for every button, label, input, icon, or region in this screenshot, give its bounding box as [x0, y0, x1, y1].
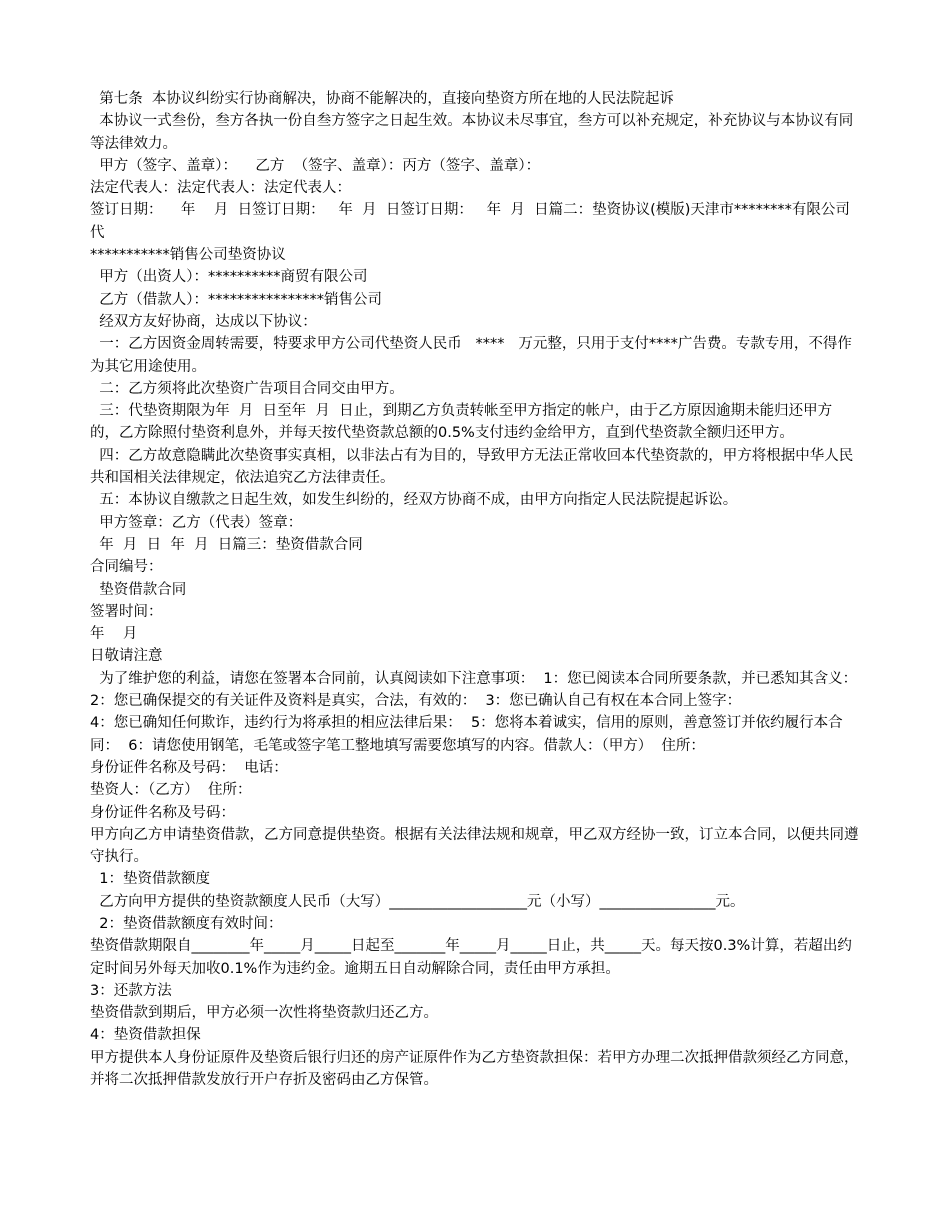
paragraph: 三：代垫资期限为年 月 日至年 月 日止，到期乙方负责转帐至甲方指定的帐户，由于乙方原因逾期未能归还甲方的，乙方除照付垫资利息外，并每天按代垫资款总额的0.5%支付违约金给甲方，直到代垫资款全额归还甲方。: [90, 403, 833, 442]
paragraph: 垫资借款合同: [90, 581, 187, 598]
paragraph: 签署时间：: [90, 603, 163, 620]
paragraph: 法定代表人：法定代表人：法定代表人：: [90, 180, 351, 197]
paragraph: 乙方（借款人）：****************销售公司: [90, 291, 382, 308]
document-body: [90, 88, 860, 1091]
paragraph: 身份证件名称及号码：: [90, 804, 235, 821]
paragraph: 甲方向乙方申请垫资借款，乙方同意提供垫资。根据有关法律法规和规章，甲乙双方经协一致，订立本合同，以便共同遵守执行。: [90, 826, 859, 866]
paragraph: 甲方签章：乙方（代表）签章：: [90, 514, 303, 531]
paragraph: 1：垫资借款额度: [90, 871, 210, 888]
paragraph: 一：乙方因资金周转需要，特要求甲方公司代垫资人民币 **** 万元整，只用于支付****广告费。专款专用，不得作为其它用途使用。: [90, 336, 852, 375]
paragraph: 4：垫资借款担保: [90, 1027, 201, 1044]
paragraph: 甲方（出资人）：**********商贸有限公司: [90, 269, 368, 286]
paragraph: 日敬请注意: [90, 648, 163, 665]
paragraph: 3：还款方法: [90, 982, 172, 999]
paragraph: 年 月 日 年 月 日篇三：垫资借款合同: [90, 536, 363, 553]
paragraph: 垫资借款期限自________年_____月_____日起至_______年_____月_____日止，共_____天。每天按0.3%计算，若超出约定时间另外每天加收0.1%作为违约金。逾期五日自动解除合同，责任由甲方承担。: [90, 938, 852, 977]
paragraph: 垫资借款到期后，甲方必须一次性将垫资款归还乙方。: [90, 1005, 438, 1022]
paragraph: 本协议一式叁份，叁方各执一份自叁方签字之日起生效。本协议未尽事宜，叁方可以补充规定，补充协议与本协议有同等法律效力。: [90, 113, 854, 152]
paragraph: 身份证件名称及号码： 电话：: [90, 759, 288, 776]
paragraph: 甲方（签字、盖章）： 乙方 （签字、盖章）：丙方（签字、盖章）：: [90, 157, 541, 174]
paragraph: 4：您已确知任何欺诈，违约行为将承担的相应法律后果： 5：您将本着诚实，信用的原则，善意签订并依约履行本合同： 6：请您使用钢笔，毛笔或签字笔工整地填写需要您填写的内容。借款人：（甲方） 住所：: [90, 715, 843, 754]
paragraph: 二：乙方须将此次垫资广告项目合同交由甲方。: [90, 380, 404, 397]
paragraph: 经双方友好协商，达成以下协议：: [90, 313, 317, 330]
paragraph: 乙方向甲方提供的垫资款额度人民币（大写）___________________元（小写）________________元。: [90, 893, 745, 910]
paragraph: 四：乙方故意隐瞒此次垫资事实真相，以非法占有为目的，导致甲方无法正常收回本代垫资款的，甲方将根据中华人民共和国相关法律规定，依法追究乙方法律责任。: [90, 447, 854, 487]
paragraph: 年 月: [90, 626, 138, 643]
paragraph: 2：垫资借款额度有效时间：: [90, 915, 283, 932]
paragraph: 五：本协议自缴款之日起生效，如发生纠纷的，经双方协商不成，由甲方向指定人民法院提起诉讼。: [90, 492, 738, 509]
paragraph: 签订日期： 年 月 日签订日期： 年 月 日签订日期： 年 月 日篇二：垫资协议(模版)天津市********有限公司代: [90, 202, 850, 241]
paragraph: 垫资人：（乙方） 住所：: [90, 782, 252, 799]
paragraph: 合同编号：: [90, 559, 163, 576]
paragraph: 第七条 本协议纠纷实行协商解决，协商不能解决的，直接向垫资方所在地的人民法院起诉: [90, 91, 674, 107]
paragraph: ***********销售公司垫资协议: [90, 247, 286, 264]
paragraph: 甲方提供本人身份证原件及垫资后银行归还的房产证原件作为乙方垫资款担保：若甲方办理二次抵押借款须经乙方同意，并将二次抵押借款发放行开户存折及密码由乙方保管。: [90, 1049, 859, 1089]
paragraph: 为了维护您的利益，请您在签署本合同前，认真阅读如下注意事项： 1：您已阅读本合同所要条款，并已悉知其含义：: [90, 670, 858, 687]
paragraph: 2：您已确保提交的有关证件及资料是真实，合法，有效的： 3：您已确认自己有权在本合同上签字：: [90, 693, 742, 710]
